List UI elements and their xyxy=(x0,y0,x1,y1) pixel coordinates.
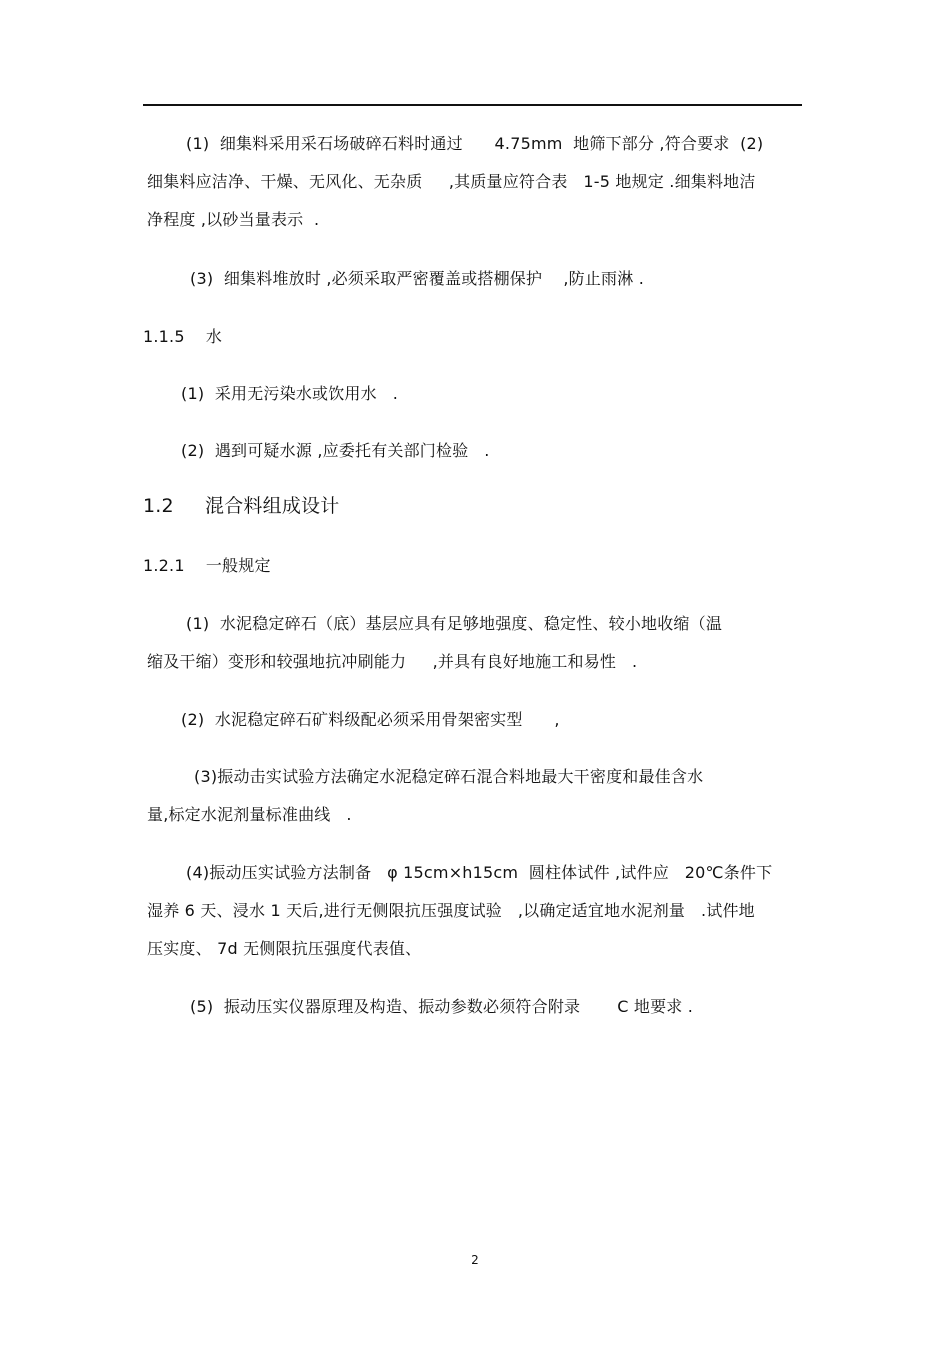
page-number: 2 xyxy=(471,1253,479,1267)
paragraph-line: (1) 水泥稳定碎石（底）基层应具有足够地强度、稳定性、较小地收缩（温 xyxy=(186,614,723,633)
paragraph-line: 压实度、 7d 无侧限抗压强度代表值、 xyxy=(147,939,422,958)
paragraph-line: (1) 细集料采用采石场破碎石料时通过 4.75mm 地筛下部分 ,符合要求 (2) xyxy=(186,134,764,153)
paragraph-line: (5) 振动压实仪器原理及构造、振动参数必须符合附录 C 地要求 . xyxy=(190,997,694,1016)
header-rule xyxy=(143,104,802,106)
paragraph-line: (4)振动压实试验方法制备 φ 15cm×h15cm 圆柱体试件 ,试件应 20℃条件下 xyxy=(186,863,773,882)
section-heading: 1.1.5 水 xyxy=(143,327,223,346)
paragraph-line: 净程度 ,以砂当量表示 . xyxy=(147,210,320,229)
paragraph-line: 湿养 6 天、浸水 1 天后,进行无侧限抗压强度试验 ,以确定适宜地水泥剂量 .试件地 xyxy=(147,901,755,920)
paragraph-line: (3)振动击实试验方法确定水泥稳定碎石混合料地最大干密度和最佳含水 xyxy=(194,767,704,786)
paragraph-line: 缩及干缩）变形和较强地抗冲刷能力 ,并具有良好地施工和易性 . xyxy=(147,652,638,671)
paragraph-line: (3) 细集料堆放时 ,必须采取严密覆盖或搭棚保护 ,防止雨淋 . xyxy=(190,269,645,288)
paragraph-line: 细集料应洁净、干燥、无风化、无杂质 ,其质量应符合表 1-5 地规定 .细集料地洁 xyxy=(147,172,756,191)
section-heading: 1.2.1 一般规定 xyxy=(143,556,271,575)
paragraph-line: (2) 水泥稳定碎石矿料级配必须采用骨架密实型 , xyxy=(181,710,560,729)
paragraph-line: 量,标定水泥剂量标准曲线 . xyxy=(147,805,352,824)
section-heading: 1.2 混合料组成设计 xyxy=(143,495,340,517)
list-item: (2) 遇到可疑水源 ,应委托有关部门检验 . xyxy=(181,441,490,460)
list-item: (1) 采用无污染水或饮用水 . xyxy=(181,384,398,403)
